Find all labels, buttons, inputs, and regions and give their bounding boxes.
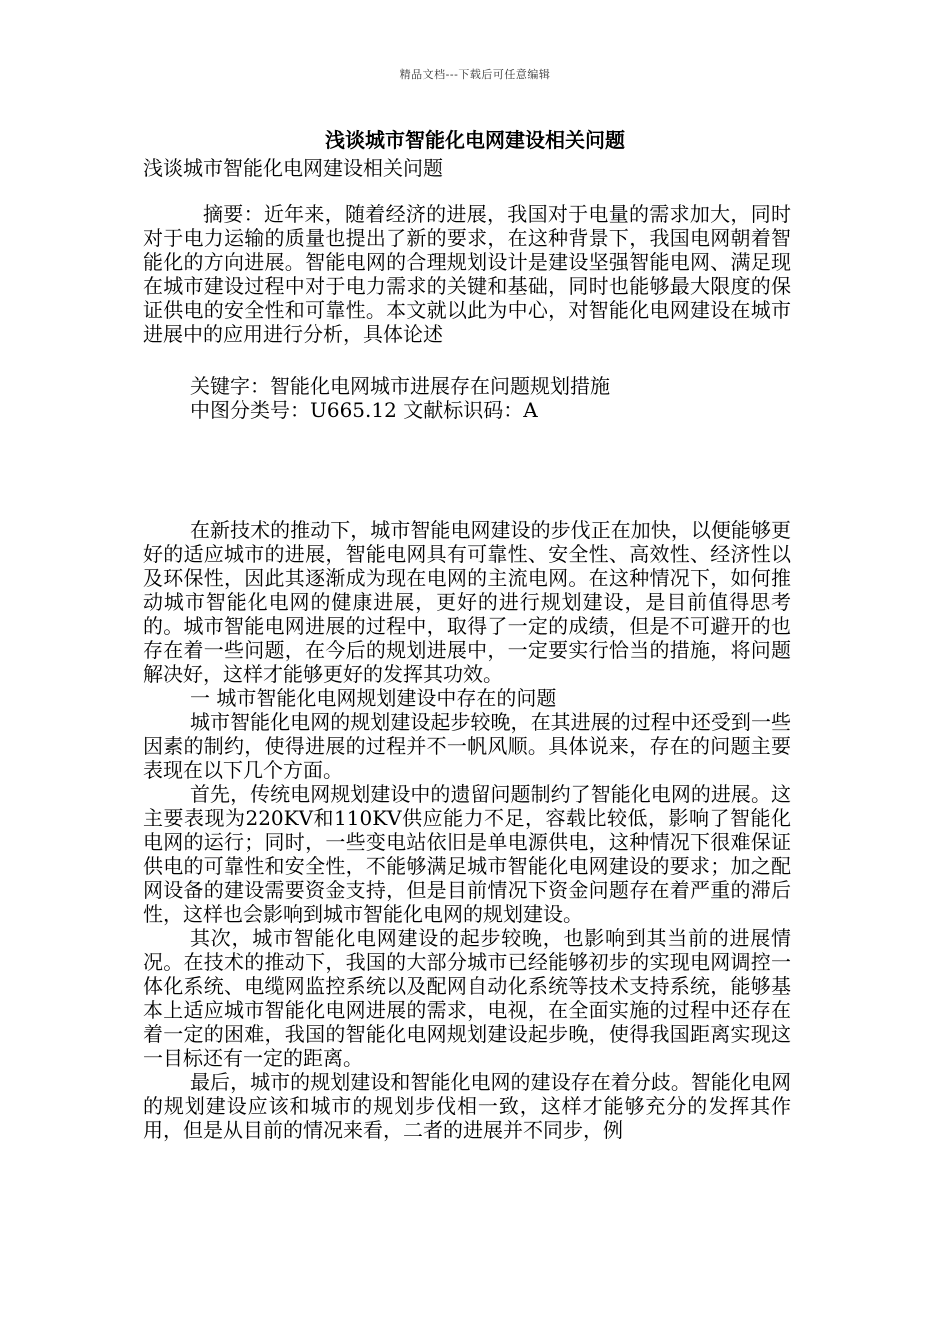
classification-line: 中图分类号：U665.12 文献标识码：A <box>190 398 538 422</box>
body-paragraph-overview: 城市智能化电网的规划建设起步较晚，在其进展的过程中还受到一些因素的制约，使得进展的过程并不一帆风顺。具体说来，存在的问题主要表现在以下几个方面。 <box>143 710 791 782</box>
body-paragraph-first: 首先，传统电网规划建设中的遗留问题制约了智能化电网的进展。这主要表现为220KV和110KV供应能力不足，容载比较低，影响了智能化电网的运行；同时，一些变电站依旧是单电源供电，这种情况下很难保证供电的可靠性和安全性，不能够满足城市智能化电网建设的要求；加之配网设备的建设需要资金支持，但是目前情况下资金问题存在着严重的滞后性，这样也会影响到城市智能化电网的规划建设。 <box>143 782 791 926</box>
main-body <box>143 518 791 1142</box>
header-note: 精品文档---下载后可任意编辑 <box>399 68 551 81</box>
abstract-paragraph: 摘要：近年来，随着经济的进展，我国对于电量的需求加大，同时对于电力运输的质量也提出了新的要求，在这种背景下，我国电网朝着智能化的方向进展。智能电网的合理规划设计是建设坚强智能电网、满足现在城市建设过程中对于电力需求的关键和基础，同时也能够最大限度的保证供电的安全性和可靠性。本文就以此为中心，对智能化电网建设在城市进展中的应用进行分析，具体论述 <box>143 202 791 346</box>
body-paragraph-intro: 在新技术的推动下，城市智能电网建设的步伐正在加快，以便能够更好的适应城市的进展，智能电网具有可靠性、安全性、高效性、经济性以及环保性，因此其逐渐成为现在电网的主流电网。在这种情况下，如何推动城市智能化电网的健康进展，更好的进行规划建设，是目前值得思考的。城市智能电网进展的过程中，取得了一定的成绩，但是不可避开的也存在着一些问题，在今后的规划进展中，一定要实行恰当的措施，将问题解决好，这样才能够更好的发挥其功效。 <box>143 518 791 686</box>
document-title: 浅谈城市智能化电网建设相关问题 <box>325 128 625 152</box>
keywords-line: 关键字：智能化电网城市进展存在问题规划措施 <box>190 374 610 398</box>
section-heading: 一 城市智能化电网规划建设中存在的问题 <box>190 686 557 710</box>
body-paragraph-last: 最后，城市的规划建设和智能化电网的建设存在着分歧。智能化电网的规划建设应该和城市的规划步伐相一致，这样才能够充分的发挥其作用，但是从目前的情况来看，二者的进展并不同步，例 <box>143 1070 791 1142</box>
body-paragraph-second: 其次，城市智能化电网建设的起步较晚，也影响到其当前的进展情况。在技术的推动下，我国的大部分城市已经能够初步的实现电网调控一体化系统、电缆网监控系统以及配网自动化系统等技术支持系统，能够基本上适应城市智能化电网进展的需求，电视，在全面实施的过程中还存在着一定的困难，我国的智能化电网规划建设起步晚，使得我国距离实现这一目标还有一定的距离。 <box>143 926 791 1070</box>
document-subtitle: 浅谈城市智能化电网建设相关问题 <box>143 156 443 180</box>
